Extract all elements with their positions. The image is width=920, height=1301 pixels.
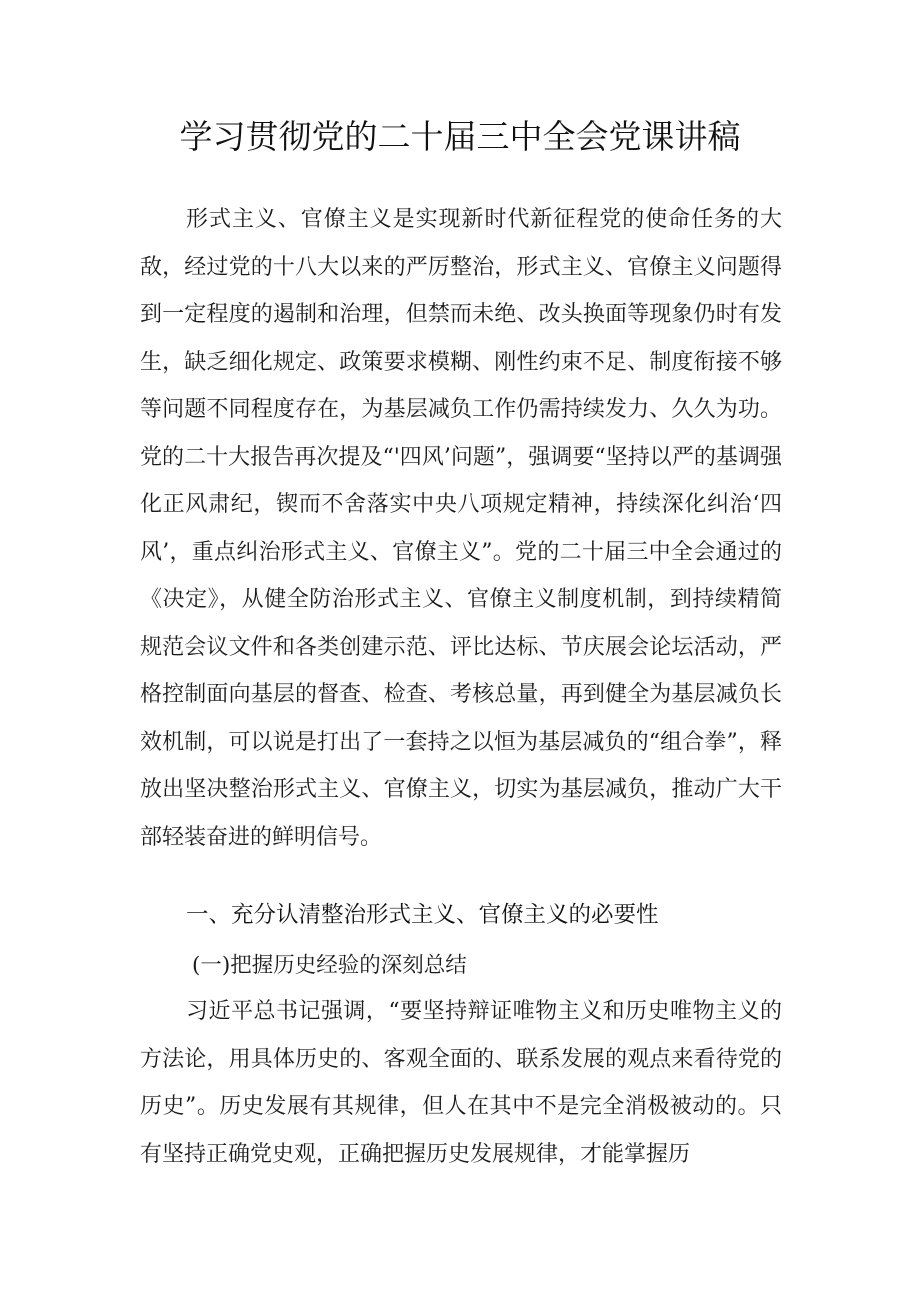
subsection-paragraph: 习近平总书记强调，“要坚持辩证唯物主义和历史唯物主义的方法论，用具体历史的、客观全面的、联系发展的观点来看待党的历史”。历史发展有其规律，但人在其中不是完全消极被动的。只有坚持正确党史观，正确把握历史发展规律，才能掌握历 [140,999,782,1167]
document-title: 学习贯彻党的二十届三中全会党课讲稿 [179,117,741,156]
section-heading: 一、充分认清整治形式主义、官僚主义的必要性 [186,902,659,928]
subsection-heading: (一)把握历史经验的深刻总结 [192,953,467,978]
intro-paragraph: 形式主义、官僚主义是实现新时代新征程党的使命任务的大敌，经过党的十八大以来的严厉整治，形式主义、官僚主义问题得到一定程度的遏制和治理，但禁而未绝、改头换面等现象仍时有发生，缺乏细化规定、政策要求模糊、刚性约束不足、制度衔接不够等问题不同程度存在，为基层减负工作仍需持续发力、久久为功。党的二十大报告再次提及“'四风’问题”，强调要“坚持以严的基调强化正风肃纪，锲而不舍落实中央八项规定精神，持续深化纠治‘四风’，重点纠治形式主义、官僚主义”。党的二十届三中全会通过的《决定》，从健全防治形式主义、官僚主义制度机制，到持续精简规范会议文件和各类创建示范、评比达标、节庆展会论坛活动，严格控制面向基层的督查、检查、考核总量，再到健全为基层减负长效机制，可以说是打出了一套持之以恒为基层减负的“组合拳”，释放出坚决整治形式主义、官僚主义，切实为基层减负，推动广大干部轻装奋进的鲜明信号。 [140,207,782,850]
